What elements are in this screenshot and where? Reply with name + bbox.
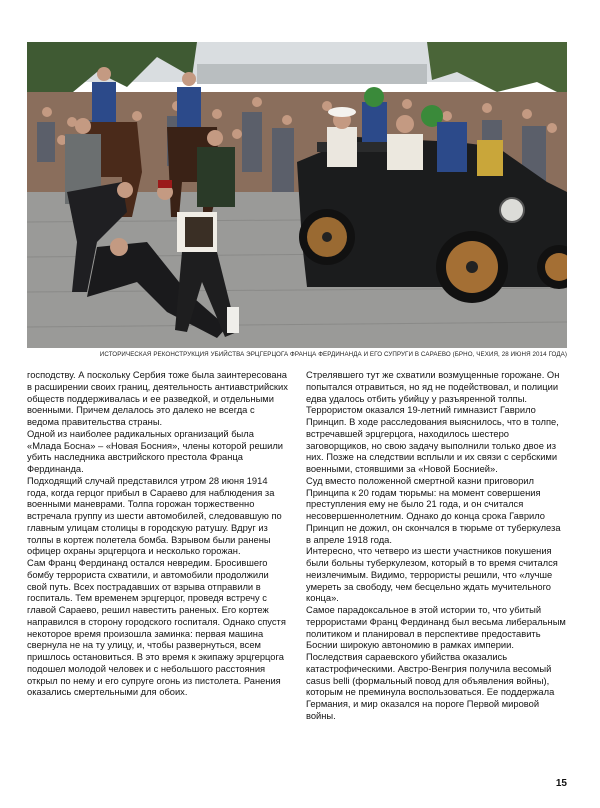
paragraph: Последствия сараевского убийства оказались катастрофическими. Австро-Венгрия получила весомый casus belli (формальный повод для объявления войны), которым не преминула воспользоваться. Ее поддержала Германия, и мир оказался на пороге Первой мировой войны.: [306, 652, 555, 721]
paragraph: Подходящий случай представился утром 28 июня 1914 года, когда герцог прибыл в Сараево для наблюдения за военными маневрами. Толпа горожан торжественно встречала группу из шести автомобилей, следовавшую по главным улицам столицы в городскую ратушу. Вдруг из толпы в кортеж полетела бомба. Взрывом были ранены офицер охраны эрцгерцога и несколько горожан.: [27, 475, 282, 557]
page-number: 15: [555, 778, 567, 789]
paragraph: Сам Франц Фердинанд остался невредим. Бросившего бомбу террориста схватили, и автомобили продолжили свой путь. Всех пострадавших от взрыва отправили в госпиталь. Тем временем эрцгерцог, проведя встречу с главой Сараево, решил навестить раненых. Его кортеж направился в сторону городского госпиталя. Однако спустя некоторое время произошла заминка: первая машина свернула не на ту улицу, и, чтобы развернуться, всем пришлось остановиться. В это время к экипажу эрцгерцога подошел молодой человек и с небольшого расстояния открыл по нему и его супруге огонь из пистолета. Ранения оказались смертельными для обоих.: [27, 558, 286, 698]
photo-caption: ИСТОРИЧЕСКАЯ РЕКОНСТРУКЦИЯ УБИЙСТВА ЭРЦГЕРЦОГА ФРАНЦА ФЕРДИНАНДА И ЕГО СУПРУГИ В САРАЕВО (БРНО, ЧЕХИЯ, 28 ИЮНЯ 2014 ГОДА): [99, 351, 567, 358]
paragraph: Стрелявшего тут же схватили возмущенные горожане. Он попытался отравиться, но яд не подействовал, и полиции едва удалось отбить убийцу у разъяренной толпы. Террористом оказался 19-летний гимназист Гаврило Принцип. В ходе расследования выяснилось, что в толпе, встречавшей эрцгерцога, находилось шестеро заговорщиков, но свою задачу выполнили только двое из них. Позже на следствии всплыли и их связи с сербскими военными, стоявшими за «Новой Боснией».: [306, 370, 560, 474]
paragraph: Суд вместо положенной смертной казни приговорил Принципа к 20 годам тюрьмы: на момент совершения преступления ему не было 21 года, и он считался несовершеннолетним. Однако до конца срока Гаврило Принцип не дожил, он скончался в тюрьме от туберкулеза в апреле 1918 года.: [306, 475, 561, 545]
paragraph: Одной из наиболее радикальных организаций была «Млада Босна» – «Новая Босния», члены которой решили убить наследника австрийского престола Франца Фердинанда.: [27, 428, 284, 474]
paragraph: Интересно, что четверо из шести участников покушения были больны туберкулезом, который в то время считался неизлечимым. Видимо, террористы решили, что «лучше умереть за свободу, чем бесцельно ждать мучительного конца».: [306, 546, 558, 604]
text-column-right: [306, 370, 568, 723]
text-column-left: [27, 370, 289, 699]
paragraph: Самое парадоксальное в этой истории то, что убитый террористами Франц Фердинанд был весьма либеральным политиком и планировал в перспективе предоставить Боснии широкую автономию в рамках империи.: [306, 605, 566, 651]
paragraph: господству. А поскольку Сербия тоже была заинтересована в расширении своих границ, деятельность антиавстрийских обществ поддерживалась и ее разведкой, и отдельными военными. Причем делалось это далеко не всегда с ведома правительства страны.: [27, 370, 288, 427]
reenactment-photo: [27, 42, 567, 348]
